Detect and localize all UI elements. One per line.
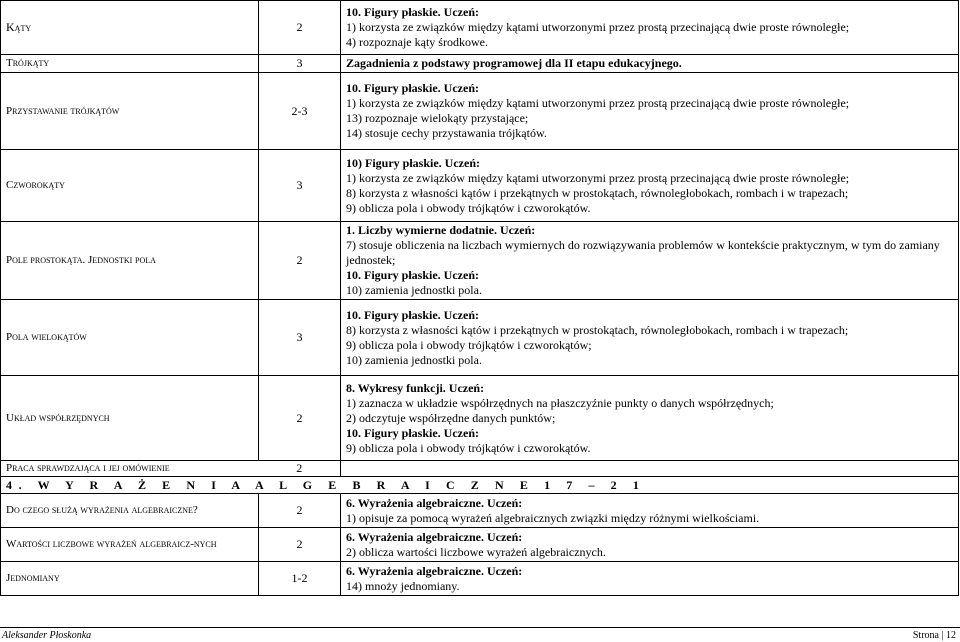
req-line: 10) zamienia jednostki pola. (346, 283, 482, 297)
table-row (1, 150, 959, 222)
req-heading: 10. Figury płaskie. Uczeń: (346, 268, 479, 282)
req-line: 1) korzysta ze związków między kątami utworzonymi przez prostą przecinającą dwie proste równoległe; (346, 96, 850, 110)
table-row (1, 55, 959, 73)
topic-cell: Przystawanie trójkątów (1, 73, 259, 150)
req-heading: 1. Liczby wymierne dodatnie. Uczeń: (346, 223, 536, 237)
table-row (1, 528, 959, 562)
table-row (1, 1, 959, 55)
hours-cell: 1-2 (259, 562, 341, 596)
footer-page (913, 630, 956, 641)
req-line: 14) stosuje cechy przystawania trójkątów. (346, 126, 547, 140)
requirements-cell (341, 494, 959, 528)
req-line: 8) korzysta z własności kątów i przekątnych w prostokątach, równoległobokach, rombach i w trapezach; (346, 185, 849, 200)
topic-cell: Wartości liczbowe wyrażeń algebraicz-nych (1, 528, 259, 562)
req-line: 1) opisuje za pomocą wyrażeń algebraicznych związki między różnymi wielkościami. (346, 510, 760, 525)
requirements-cell (341, 300, 959, 376)
table-row (1, 73, 959, 150)
req-heading: 10. Figury płaskie. Uczeń: (346, 425, 479, 440)
hours-cell: 2 (259, 222, 341, 300)
requirements-note: Zagadnienia z podstawy programowej dla II etapu edukacyjnego. (341, 55, 959, 73)
table-row (1, 461, 959, 477)
req-heading: 6. Wyrażenia algebraiczne. Uczeń: (346, 563, 523, 578)
topic-cell: Praca sprawdzająca i jej omówienie (1, 461, 259, 477)
req-line: 14) mnoży jednomiany. (346, 578, 460, 593)
footer-author: Aleksander Płoskonka (2, 630, 92, 641)
hours-cell: 2 (259, 376, 341, 461)
hours-cell: 3 (259, 150, 341, 222)
page-footer (0, 627, 960, 642)
requirements-cell (341, 562, 959, 596)
topic-cell: Pole prostokąta. Jednostki pola (1, 222, 259, 300)
hours-cell: 2 (259, 461, 341, 477)
req-line: 2) odczytuje współrzędne danych punktów; (346, 410, 556, 425)
requirements-cell (341, 150, 959, 222)
topic-cell: Jednomiany (1, 562, 259, 596)
req-line: 8) korzysta z własności kątów i przekątnych w prostokątach, równoległobokach, rombach i w trapezach; (346, 322, 849, 337)
hours-cell: 3 (259, 300, 341, 376)
requirements-cell (341, 73, 959, 150)
page-label: Strona (912, 630, 939, 641)
req-heading: 10. Figury płaskie. Uczeń: (346, 81, 479, 95)
hours-cell: 2 (259, 528, 341, 562)
topic-cell: Czworokąty (1, 150, 259, 222)
req-line: 9) oblicza pola i obwody trójkątów i czworokątów. (346, 440, 591, 455)
table-row (1, 222, 959, 300)
req-line: 1) korzysta ze związków między kątami utworzonymi przez prostą przecinającą dwie proste równoległe; (346, 170, 850, 185)
req-heading: 10) Figury płaskie. Uczeń: (346, 155, 480, 170)
req-line: 10) zamienia jednostki pola. (346, 352, 482, 367)
topic-cell: Pola wielokątów (1, 300, 259, 376)
hours-cell: 2 (259, 494, 341, 528)
page-number: 12 (946, 630, 956, 641)
topic-cell: Kąty (1, 1, 259, 55)
requirements-cell (341, 1, 959, 55)
requirements-cell (341, 528, 959, 562)
table-row (1, 300, 959, 376)
req-heading: 6. Wyrażenia algebraiczne. Uczeń: (346, 529, 523, 544)
hours-cell: 3 (259, 55, 341, 73)
table-row (1, 494, 959, 528)
req-line: 4) rozpoznaje kąty środkowe. (346, 35, 488, 49)
req-heading: 8. Wykresy funkcji. Uczeń: (346, 380, 485, 395)
req-heading: 10. Figury płaskie. Uczeń: (346, 5, 479, 19)
page-separator: | (941, 630, 944, 641)
req-line: 2) oblicza wartości liczbowe wyrażeń algebraicznych. (346, 544, 606, 559)
topic-cell: Układ współrzędnych (1, 376, 259, 461)
table-row (1, 562, 959, 596)
req-line: 9) oblicza pola i obwody trójkątów i czworokątów. (346, 200, 591, 215)
requirements-cell (341, 376, 959, 461)
hours-cell: 2 (259, 1, 341, 55)
req-line: 1) zaznacza w układzie współrzędnych na płaszczyźnie punkty o danych współrzędnych; (346, 395, 774, 410)
requirements-cell (341, 222, 959, 300)
empty-cell (341, 461, 959, 477)
req-line: 7) stosuje obliczenia na liczbach wymiernych do rozwiązywania problemów w kontekście praktycznym, w tym do zamiany jednostek; (346, 238, 940, 267)
req-line: 1) korzysta ze związków między kątami utworzonymi przez prostą przecinającą dwie proste równoległe; (346, 20, 850, 34)
hours-cell: 2-3 (259, 73, 341, 150)
section-title: 4. W Y R A Ż E N I A A L G E B R A I C Z N E 1 7 – 2 1 (1, 477, 959, 494)
req-line: 13) rozpoznaje wielokąty przystające; (346, 111, 529, 125)
req-line: 9) oblicza pola i obwody trójkątów i czworokątów; (346, 337, 592, 352)
req-heading: 6. Wyrażenia algebraiczne. Uczeń: (346, 495, 523, 510)
req-heading: 10. Figury płaskie. Uczeń: (346, 307, 479, 322)
topic-cell: Do czego służą wyrażenia algebraiczne? (1, 494, 259, 528)
topic-cell: Trójkąty (1, 55, 259, 73)
table-row (1, 376, 959, 461)
section-row (1, 477, 959, 494)
